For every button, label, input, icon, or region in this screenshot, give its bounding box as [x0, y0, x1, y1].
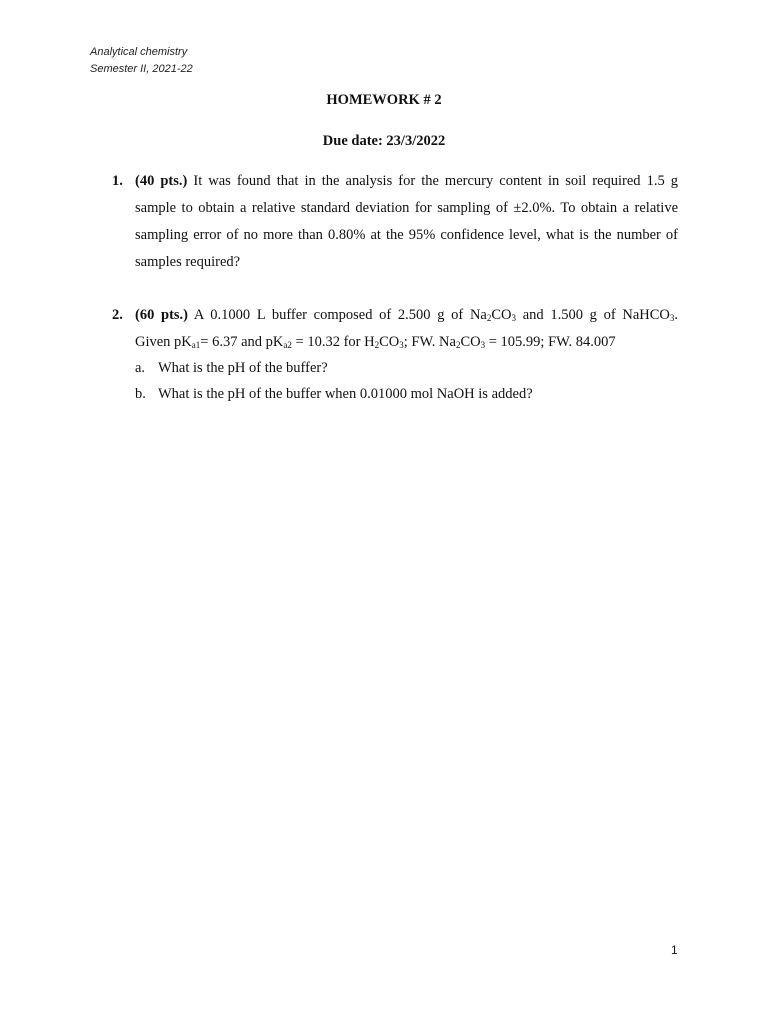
- question-points: (40 pts.): [135, 173, 188, 189]
- question-line: sampling error of no more than 0.80% at the 95% confidence level, what is the number of: [135, 227, 678, 243]
- document-header: [90, 44, 193, 78]
- question-1: [112, 168, 678, 276]
- course-name: Analytical chemistry: [90, 46, 188, 58]
- question-part-a: [135, 355, 675, 381]
- question-part-b: [135, 381, 675, 407]
- part-text: What is the pH of the buffer?: [158, 360, 328, 376]
- part-letter: b.: [135, 386, 146, 402]
- part-text: What is the pH of the buffer when 0.01000 mol NaOH is added?: [158, 386, 533, 402]
- question-line: (40 pts.) It was found that in the analysis for the mercury content in soil required 1.5 g: [135, 173, 678, 189]
- question-line: (60 pts.) A 0.1000 L buffer composed of 2.500 g of $Na_2CO_3$ and 1.500 g of NaHCO$_3$.: [135, 307, 678, 323]
- question-number: 1.: [112, 173, 123, 189]
- question-2: [112, 302, 678, 356]
- due-date: Due date: 23/3/2022: [322, 133, 446, 149]
- question-number: 2.: [112, 307, 123, 323]
- part-letter: a.: [135, 360, 146, 376]
- question-line: samples required?: [135, 254, 241, 270]
- question-points: (60 pts.): [135, 307, 189, 323]
- question-line: sample to obtain a relative standard deviation for sampling of ±2.0%. To obtain a relative: [135, 200, 678, 216]
- semester-label: Semester II, 2021-22: [90, 63, 193, 75]
- page-number: 1: [671, 943, 678, 957]
- homework-title: HOMEWORK # 2: [326, 92, 442, 108]
- question-line: Given $pK_{a1}= 6.37$ and $pK_{a2} = 10.32$ for $H_2CO_3$; FW. $Na_2CO_3 = 105.99$; FW. 84.007: [135, 334, 616, 350]
